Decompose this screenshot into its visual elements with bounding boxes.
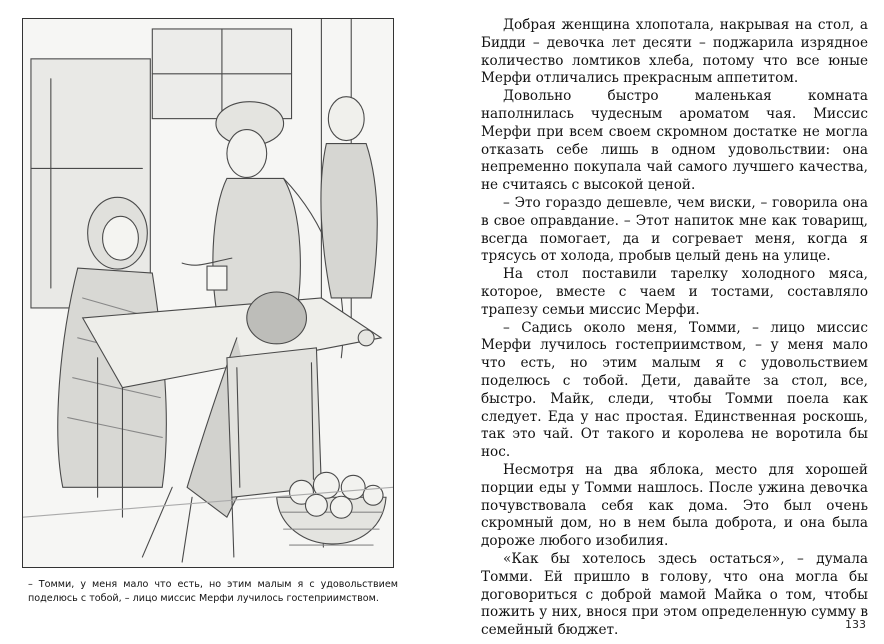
- paragraph: – Это гораздо дешевле, чем виски, – говорила она в свое оправдание. – Этот напиток мне как товарищ, всегда помогает, да и согревает меня, когда я трясусь от холода, пробыв целый день на улице.: [481, 194, 868, 265]
- paragraph: «Как бы хотелось здесь остаться», – думала Томми. Ей пришло в голову, что она могла бы договориться с доброй мамой Майка о том, чтобы пожить у них, внося при этом определенную сумму в семейный бюджет.: [481, 550, 868, 639]
- page-number: 133: [845, 618, 866, 631]
- body-text: [481, 17, 868, 640]
- illustration-caption: – Томми, у меня мало что есть, но этим малым я с удовольствием поделюсь с тобой, – лицо миссис Мерфи лучилось гостеприимством.: [28, 579, 398, 604]
- illustration-drawing: [23, 19, 393, 567]
- paragraph: Несмотря на два яблока, место для хорошей порции еды у Томми нашлось. После ужина девочка почувствовала себя как дома. Это был очень скромный дом, но в нем была доброта, и она была дороже любого изобилия.: [481, 461, 868, 550]
- paragraph: Довольно быстро маленькая комната наполнилась чудесным ароматом чая. Миссис Мерфи при всем своем скромном достатке не могла отказать себе лишь в одном удовольствии: она непременно покупала чай самого лучшего качества, не считаясь с высокой ценой.: [481, 88, 868, 194]
- paragraph: На стол поставили тарелку холодного мяса, которое, вместе с чаем и тостами, составляло трапезу семьи миссис Мерфи.: [481, 266, 868, 318]
- paragraph: – Садись около меня, Томми, – лицо миссис Мерфи лучилось гостеприимством, – у меня мало что есть, но этим малым я с удовольствием поделюсь с тобой. Дети, давайте за стол, все, быстро. Майк, следи, чтобы Томми поела как следует. Еда у нас простая. Единственная роскошь, так это чай. От такого и королева не воротила бы нос.: [481, 319, 868, 461]
- paragraph: Добрая женщина хлопотала, накрывая на стол, а Бидди – девочка лет десяти – поджарила изрядное количество ломтиков хлеба, потому что все юные Мерфи отличались прекрасным аппетитом.: [481, 17, 868, 87]
- pencil-illustration: [22, 18, 394, 568]
